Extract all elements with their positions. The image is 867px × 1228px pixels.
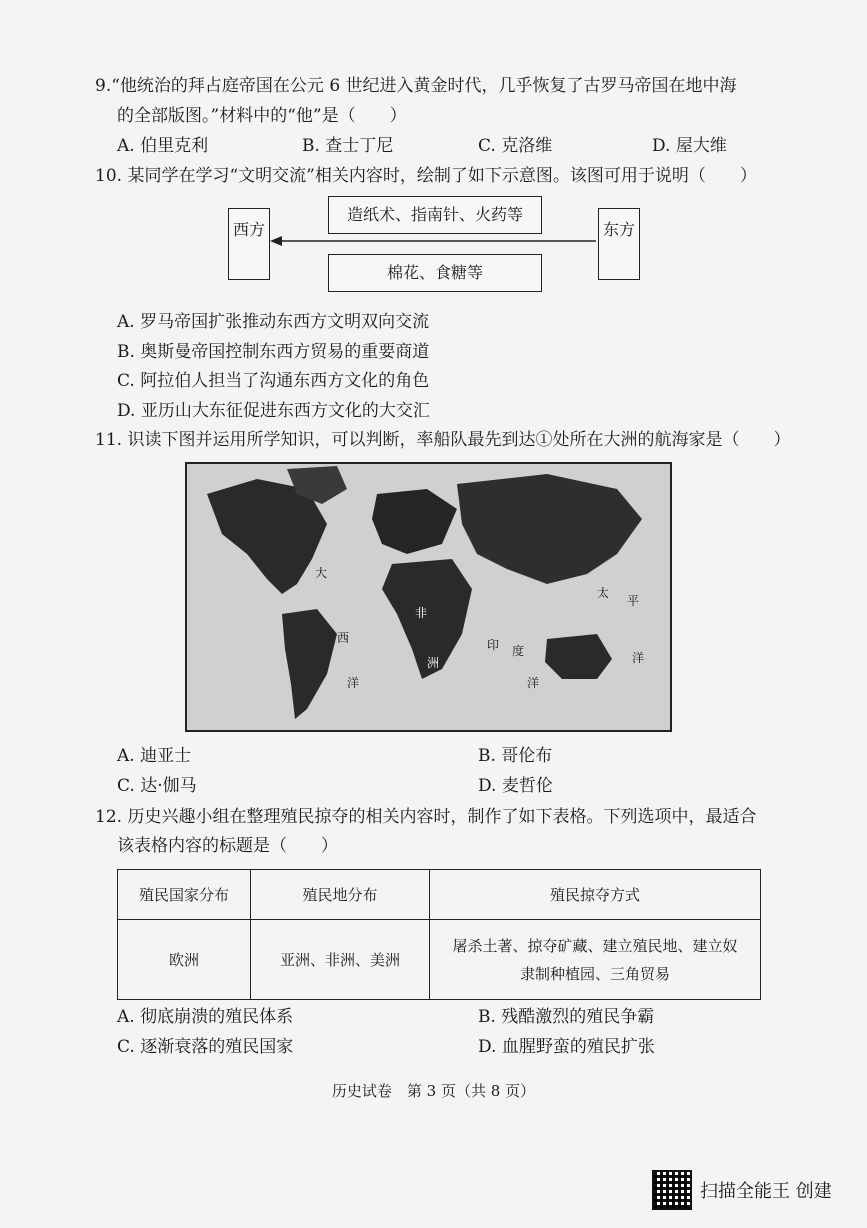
east-box [598,208,640,280]
q12-option-d: D. 血腥野蛮的殖民扩张 [478,1037,655,1057]
q12-option-b: B. 残酷激烈的殖民争霸 [478,1007,655,1027]
table-cell-colonies: 亚洲、非洲、美洲 [251,920,430,1000]
west-label: 西方 [232,220,265,239]
q9-option-d: D. 屋大维 [652,136,727,156]
colonial-table [117,869,761,1000]
map-label-3: 洋 [347,676,360,690]
q10-option-a: A. 罗马帝国扩张推动东西方文明双向交流 [117,312,430,332]
map-label-11: 洋 [632,651,645,665]
q11-option-a: A. 迪亚士 [117,746,192,766]
q12-option-a: A. 彻底崩溃的殖民体系 [117,1007,294,1027]
map-label-9: 太 [597,586,610,600]
table-header-3: 殖民掠夺方式 [430,870,761,920]
map-label-5: 洲 [427,656,440,670]
arrow-left-icon [270,234,598,248]
q12-stem-line2: 该表格内容的标题是（ ） [117,836,338,856]
west-to-east-items: 棉花、食糖等 [386,263,483,282]
q9-stem-line1: 9.“他统治的拜占庭帝国在公元 6 世纪进入黄金时代，几乎恢复了古罗马帝国在地中海 [95,76,737,96]
q12-stem-line1: 12. 历史兴趣小组在整理殖民掠夺的相关内容时，制作了如下表格。下列选项中，最适合 [95,807,757,827]
q11-option-b: B. 哥伦布 [478,746,553,766]
table-header-2: 殖民地分布 [251,870,430,920]
map-label-10: 平 [627,594,640,608]
q10-option-c: C. 阿拉伯人担当了沟通东西方文化的角色 [117,371,430,391]
map-label-7: 度 [512,644,525,658]
q11-stem: 11. 识读下图并运用所学知识，可以判断，率船队最先到达①处所在大洲的航海家是（ ） [95,430,791,450]
west-to-east-box [328,254,542,292]
q9-stem-line2: 的全部版图。”材料中的“他”是（ ） [117,106,407,126]
east-to-west-items: 造纸术、指南针、火药等 [346,205,523,224]
east-to-west-box [328,196,542,234]
table-cell-colonizers: 欧洲 [118,920,251,1000]
q11-option-d: D. 麦哲伦 [478,776,553,796]
q10-stem: 10. 某同学在学习“文明交流”相关内容时，绘制了如下示意图。该图可用于说明（ ） [95,166,757,186]
q9-option-b: B. 查士丁尼 [302,136,394,156]
west-box [228,208,270,280]
map-label-4: 非 [415,606,428,620]
table-header-1: 殖民国家分布 [118,870,251,920]
q9-option-a: A. 伯里克利 [117,136,209,156]
qr-code-icon [652,1170,692,1210]
page-footer: 历史试卷 第 3 页（共 8 页） [331,1082,536,1100]
q12-option-c: C. 逐渐衰落的殖民国家 [117,1037,294,1057]
q9-option-c: C. 克洛维 [478,136,553,156]
map-label-2: 西 [337,631,350,645]
q10-option-b: B. 奥斯曼帝国控制东西方贸易的重要商道 [117,342,430,362]
map-label-1: 大 [315,566,328,580]
q10-option-d: D. 亚历山大东征促进东西方文化的大交汇 [117,401,430,421]
map-label-6: 印 [487,638,500,652]
watermark-text: 扫描全能王 创建 [700,1181,832,1202]
q11-option-c: C. 达·伽马 [117,776,197,796]
scanner-watermark [652,1170,832,1210]
map-label-8: 洋 [527,676,540,690]
east-label: 东方 [602,220,635,239]
table-cell-methods: 屠杀土著、掠夺矿藏、建立殖民地、建立奴隶制种植园、三角贸易 [430,920,761,1000]
world-map [185,462,672,732]
